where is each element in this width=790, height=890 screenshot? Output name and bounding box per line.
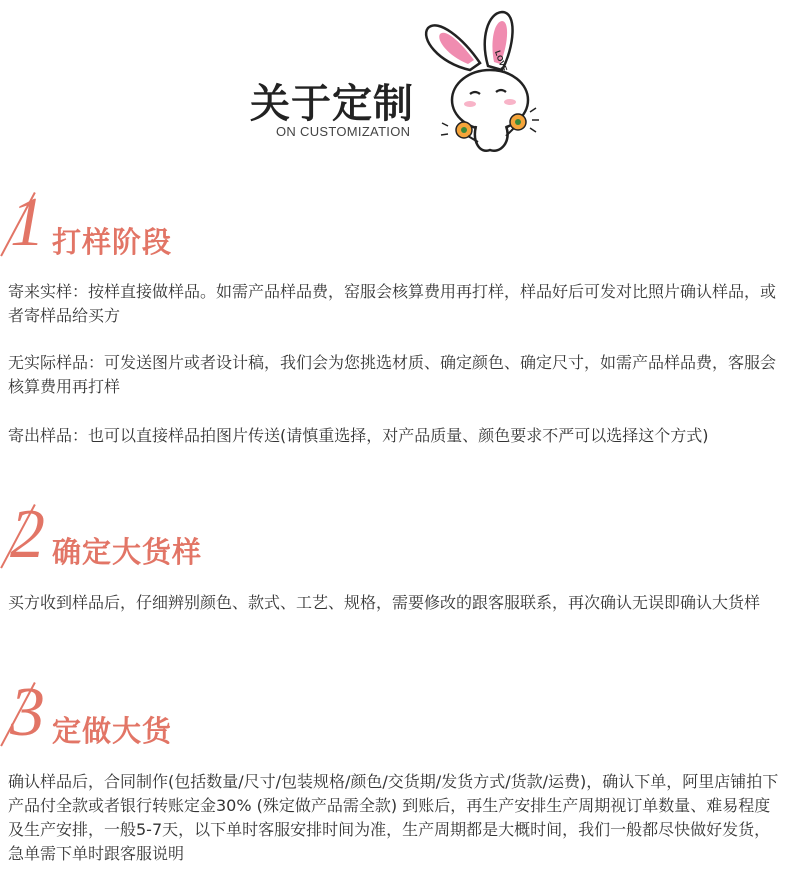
section-paragraph: 确认样品后，合同制作(包括数量/尺寸/包装规格/颜色/交货期/发货方式/货款/运费)，确认下单，阿里店铺拍下产品付全款或者银行转账定金30% (殊定做产品需全款) 到账后，再生产安排生产周期视订单数量、难易程度及生产安排，一般5-7天，以下单时客服安排时间为准，生产周期都是大概时间，我们一般都尽快做好发货，急单需下单时跟客服说明 bbox=[8, 772, 779, 863]
section-title: 打样阶段 bbox=[52, 225, 173, 259]
section-number: 3 bbox=[10, 674, 45, 751]
section-number: 1 bbox=[10, 184, 45, 261]
section-number: 2 bbox=[10, 496, 45, 573]
section-paragraph: 无实际样品：可发送图片或者设计稿，我们会为您挑选材质、确定颜色、确定尺寸，如需产品样品费，客服会核算费用再打样 bbox=[8, 353, 777, 396]
page-subtitle: ON CUSTOMIZATION bbox=[276, 124, 411, 139]
section-paragraph: 寄出样品：也可以直接样品拍图片传送(请慎重选择，对产品质量、颜色要求不严可以选择这个方式) bbox=[8, 426, 709, 445]
section-title: 定做大货 bbox=[52, 714, 173, 748]
section-title: 确定大货样 bbox=[52, 535, 203, 569]
section-paragraph: 买方收到样品后，仔细辨别颜色、款式、工艺、规格，需要修改的跟客服联系，再次确认无误即确认大货样 bbox=[8, 593, 761, 612]
mascot-badge-text: LOVE bbox=[492, 49, 509, 73]
page-title: 关于定制 bbox=[250, 81, 414, 127]
section-paragraph: 寄来实样：按样直接做样品。如需产品样品费，窑服会核算费用再打样，样品好后可发对比照片确认样品，或者寄样品给买方 bbox=[8, 282, 777, 325]
bunny-mascot-icon bbox=[418, 8, 548, 158]
